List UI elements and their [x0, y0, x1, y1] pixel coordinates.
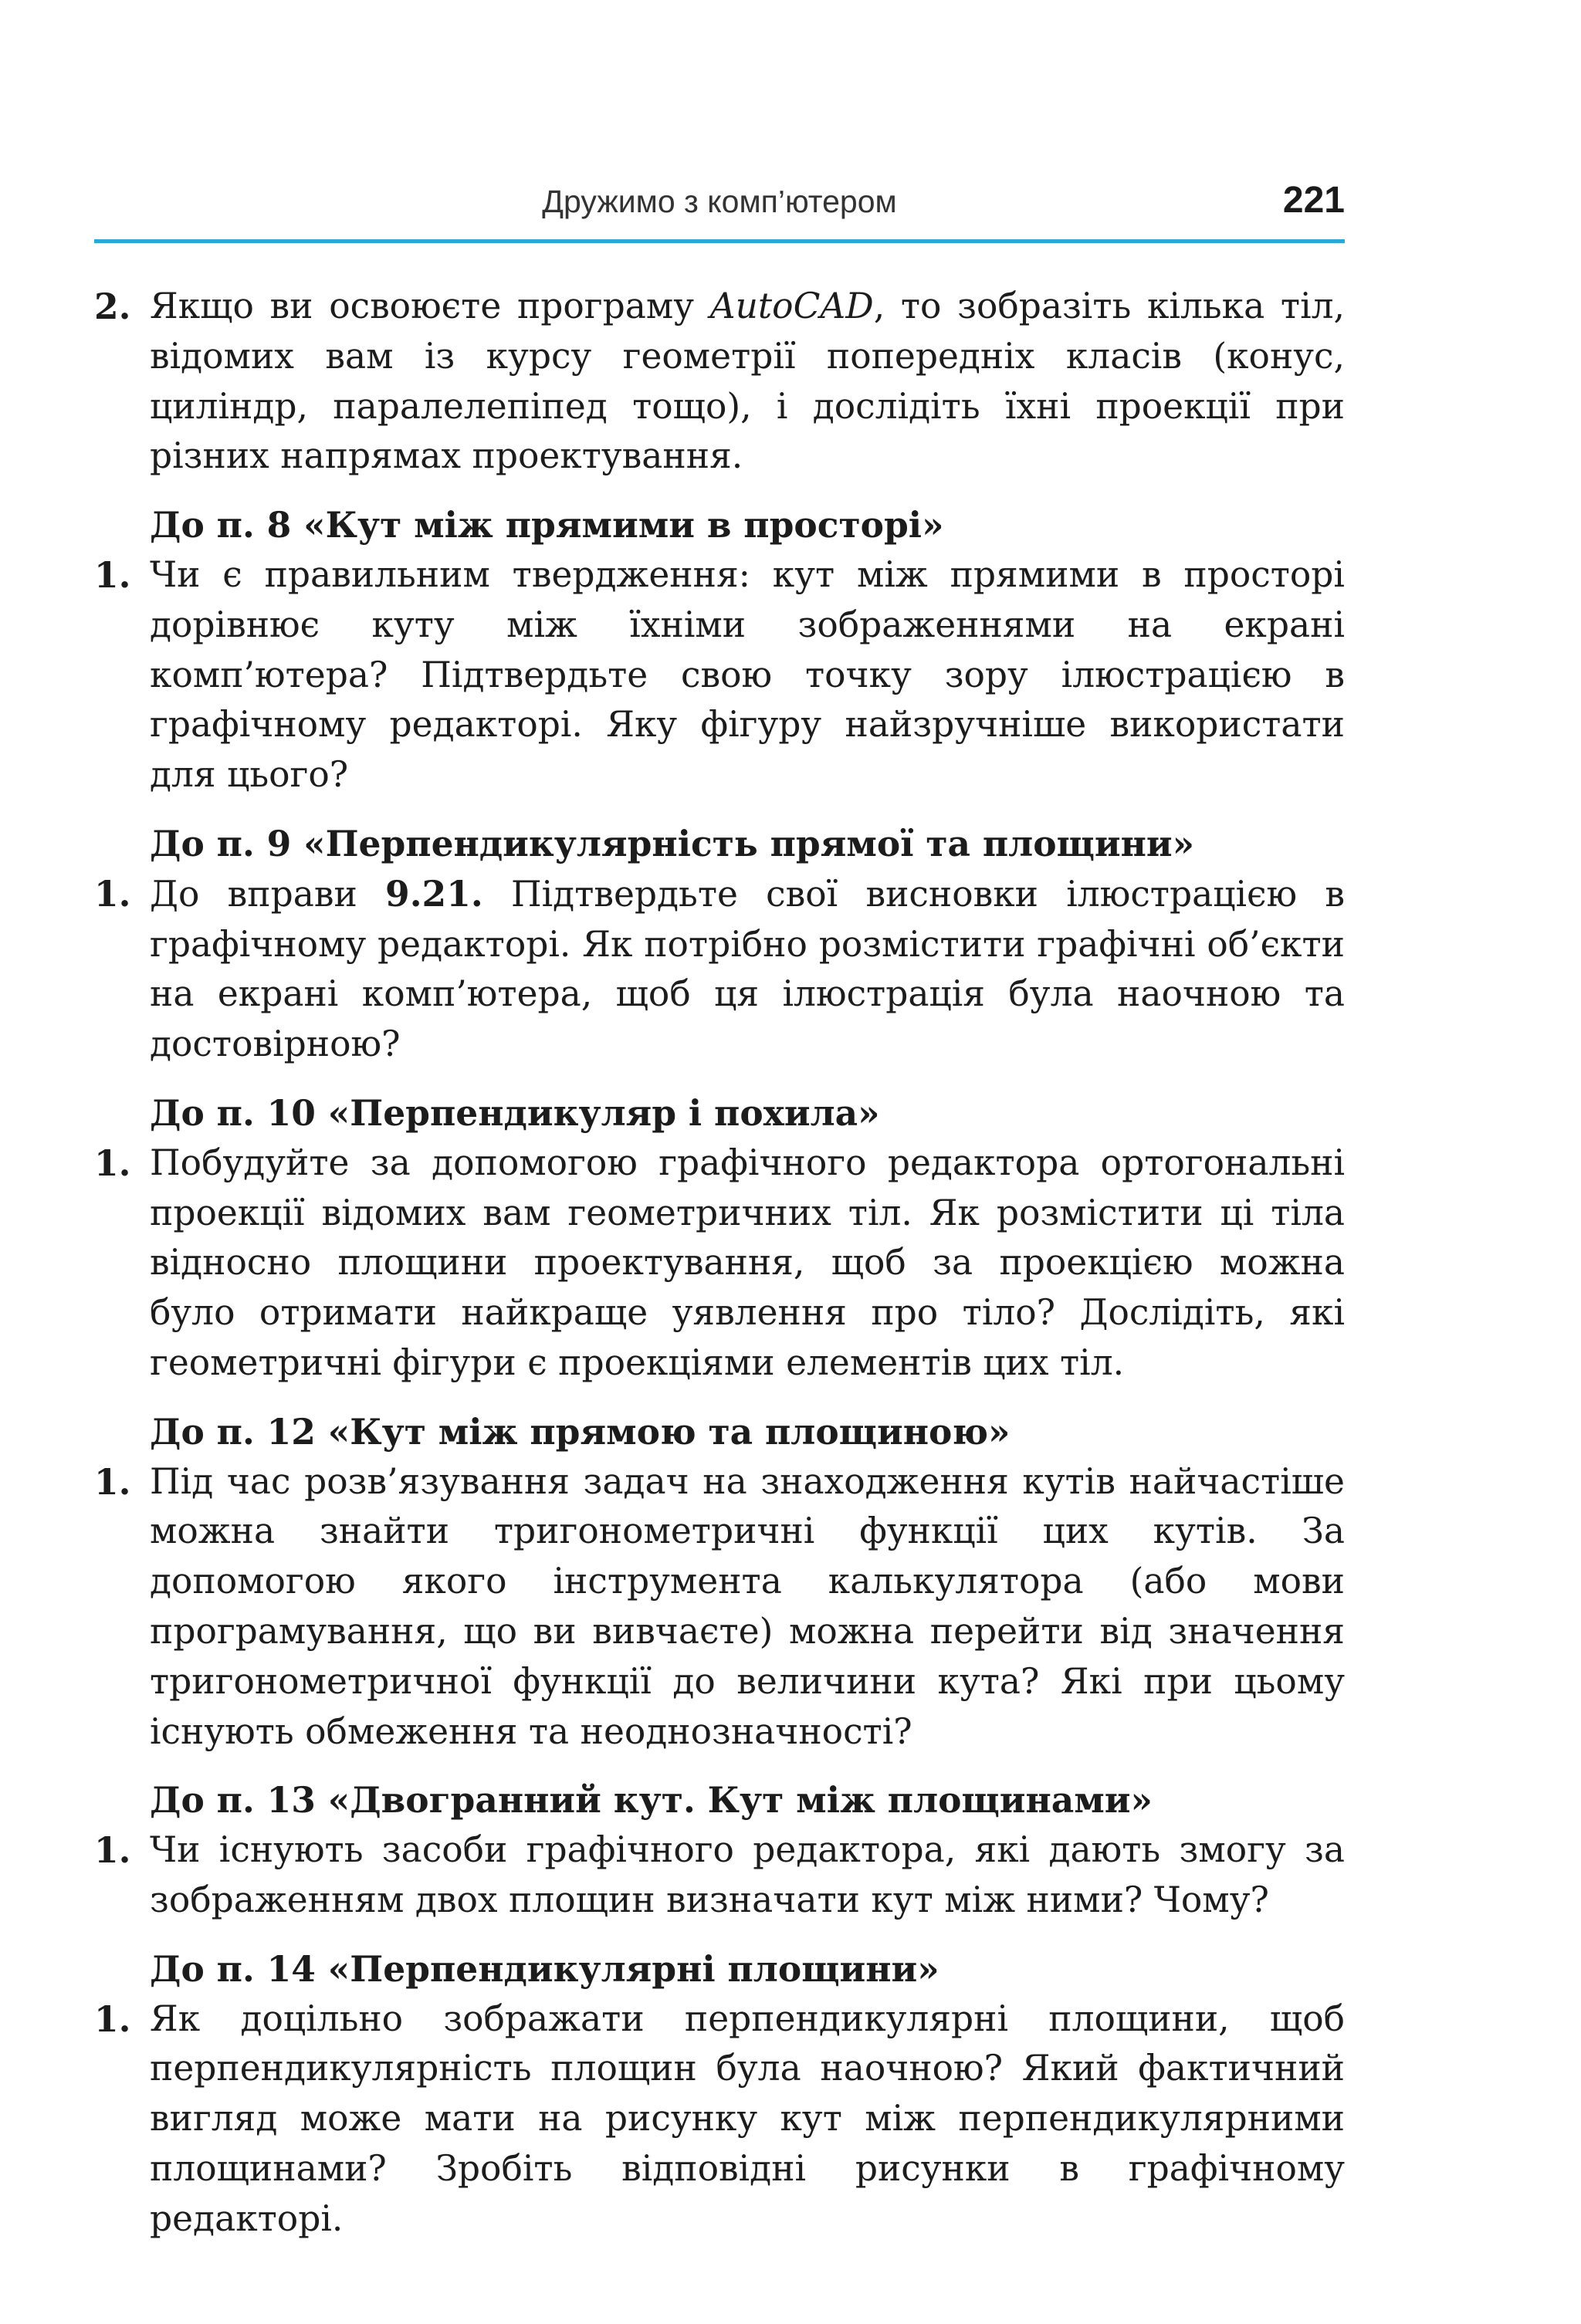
list-item [94, 550, 1345, 800]
item-number: 1. [94, 553, 131, 596]
item-text: Як доцільно зображати перпендикулярні площини, щоб перпендикулярність площин була наочною? Який фактичний вигляд може мати на рисунку кут між перпендикулярними площинами? Зробіть відповідні рисунки в графічному редакторі. [150, 1998, 1345, 2239]
item-text [150, 869, 1345, 1070]
header-rule [94, 239, 1345, 243]
software-name: AutoCAD [709, 286, 874, 326]
section-heading: До п. 12 «Кут між прямою та площиною» [150, 1410, 1011, 1453]
item-text-part: До вправи [150, 873, 386, 915]
item-number: 1. [94, 872, 131, 915]
item-text: Під час розв’язування задач на знаходження кутів найчастіше можна знайти тригонометричні функції цих кутів. За допомогою якого інструмента калькулятора (або мови програмування, що ви вивчаєте) можна перейти від значення тригонометричної функції до величини кута? Які при цьому існують обмеження та неоднозначності? [150, 1460, 1345, 1752]
list-item [94, 1138, 1345, 1389]
section-heading: До п. 8 «Кут між прямими в просторі» [150, 504, 944, 546]
list-item [94, 1457, 1345, 1757]
item-text-part: Підтвердьте свої висновки ілюстрацією в графічному редакторі. Як потрібно розмістити графічні об’єкти на екрані комп’ютера, щоб ця ілюстрація була наочною та достовірною? [150, 873, 1345, 1065]
list-item [94, 282, 1345, 482]
item-number: 1. [94, 1460, 131, 1503]
section-heading: До п. 13 «Двогранний кут. Кут між площинами» [150, 1779, 1153, 1822]
list-item [94, 1994, 1345, 2245]
list-item [94, 1825, 1345, 1926]
section-heading: До п. 9 «Перпендикулярність прямої та площини» [150, 822, 1195, 864]
page-header [94, 182, 1345, 244]
page-content [94, 282, 1345, 2244]
item-text: Чи існують засоби графічного редактора, які дають змогу за зображенням двох площин визначати кут між ними? Чому? [150, 1829, 1345, 1920]
item-text-part: Якщо ви освоюєте програму [150, 286, 710, 326]
item-number: 1. [94, 1998, 131, 2040]
running-header-title: Дружимо з комп’ютером [542, 184, 897, 219]
item-text [150, 282, 1345, 482]
item-number: 1. [94, 1142, 131, 1184]
section-heading: До п. 10 «Перпендикуляр і похила» [150, 1091, 880, 1134]
section-heading: До п. 14 «Перпендикулярні площини» [150, 1947, 939, 1990]
item-text-part: , то зобразіть кілька тіл, відомих вам із курсу геометрії попередніх класів (конус, циліндр, паралелепіпед тощо), і дослідіть їхні проекції при різних напрямах проектування. [150, 286, 1345, 477]
exercise-reference: 9.21. [385, 872, 483, 915]
item-text: Чи є правильним твердження: кут між прямими в просторі дорівнює куту між їхніми зображеннями на екрані комп’ютера? Підтвердьте свою точку зору ілюстрацією в графічному редакторі. Яку фігуру найзручніше використати для цього? [150, 553, 1345, 796]
item-number: 2. [94, 286, 131, 327]
item-number: 1. [94, 1829, 131, 1872]
item-text: Побудуйте за допомогою графічного редактора ортогональні проекції відомих вам геометричних тіл. Як розмістити ці тіла відносно площини проектування, щоб за проекцією можна було отримати найкраще уявлення про тіло? Дослідіть, які геометричні фігури є проекціями елементів цих тіл. [150, 1142, 1345, 1383]
page-number: 221 [1282, 180, 1345, 221]
list-item [94, 869, 1345, 1070]
